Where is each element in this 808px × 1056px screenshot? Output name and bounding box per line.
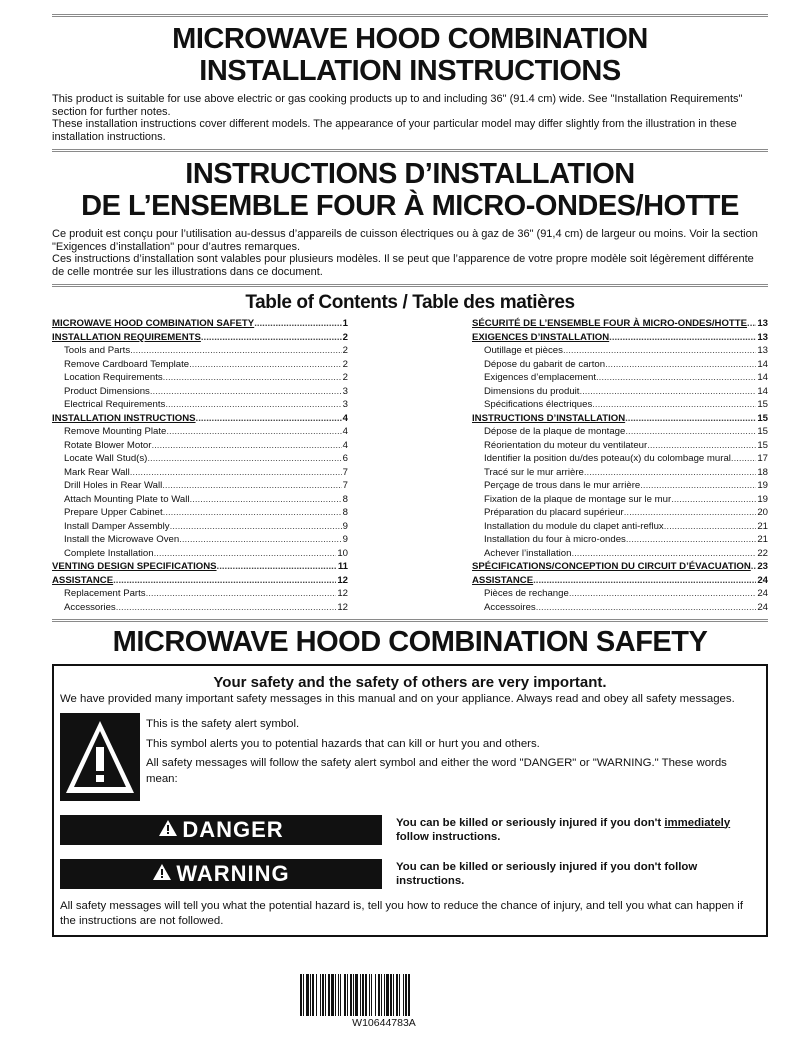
toc-leader-dots: [626, 533, 756, 547]
toc-leader-dots: [254, 317, 341, 331]
alert-lines: [146, 713, 736, 787]
toc-entry-page: 22: [757, 547, 768, 559]
toc-entry[interactable]: [52, 331, 348, 345]
safety-lead: We have provided many important safety messages in this manual and on your appliance. Always read and obey all safety messages.: [60, 693, 735, 705]
toc-entry-page: 13: [757, 318, 768, 329]
toc-entry-page: 4: [342, 426, 348, 437]
toc-leader-dots: [201, 331, 342, 345]
barcode-bar: [355, 974, 358, 1016]
toc-entry[interactable]: [472, 317, 768, 331]
toc-entry-page: 19: [757, 493, 768, 505]
toc-entry[interactable]: [472, 385, 768, 399]
barcode-bar: [306, 974, 309, 1016]
toc-leader-dots: [189, 358, 342, 372]
title-en-line1: MICROWAVE HOOD COMBINATION: [172, 23, 648, 55]
toc-entry-page: 15: [757, 426, 768, 437]
barcode-bar: [353, 974, 354, 1016]
toc-entry-title: Accessories: [64, 601, 116, 613]
barcode-bar: [340, 974, 341, 1016]
table-of-contents: [52, 317, 768, 614]
toc-entry[interactable]: [472, 506, 768, 520]
toc-entry-page: 15: [757, 412, 768, 424]
barcode: [298, 974, 470, 1032]
barcode-bar: [378, 974, 380, 1016]
toc-entry-title: Fixation de la plaque de montage sur le mur: [484, 493, 672, 505]
barcode-bar: [328, 974, 330, 1016]
toc-entry-title: Dimensions du produit: [484, 385, 580, 397]
toc-entry[interactable]: [52, 452, 348, 466]
danger-text-a: You can be killed or seriously injured if you don't: [396, 816, 665, 829]
toc-entry-title: Location Requirements: [64, 372, 163, 383]
toc-leader-dots: [130, 344, 342, 358]
toc-entry[interactable]: [472, 520, 768, 534]
barcode-bar: [347, 974, 348, 1016]
toc-entry[interactable]: [472, 425, 768, 439]
toc-column-fr: [472, 317, 768, 614]
toc-entry-title: Préparation du placard supérieur: [484, 507, 624, 518]
barcode-bar: [310, 974, 311, 1016]
toc-entry-title: Dépose de la plaque de montage: [484, 426, 626, 437]
danger-label: DANGER: [182, 817, 284, 842]
barcode-bar: [381, 974, 382, 1016]
toc-leader-dots: [609, 331, 756, 345]
toc-leader-dots: [150, 385, 342, 399]
toc-entry-title: Dépose du gabarit de carton: [484, 358, 606, 370]
toc-leader-dots: [113, 574, 336, 588]
toc-entry-title: Accessoires: [484, 601, 536, 613]
toc-entry-title: Pièces de rechange: [484, 588, 569, 599]
toc-entry[interactable]: [52, 560, 348, 574]
toc-entry[interactable]: [52, 587, 348, 601]
toc-leader-dots: [170, 520, 342, 534]
toc-column-en: [52, 317, 348, 614]
toc-entry-title: Tools and Parts: [64, 345, 131, 356]
toc-leader-dots: [625, 412, 756, 426]
toc-leader-dots: [747, 317, 756, 331]
safety-alert-icon: [60, 713, 140, 801]
intro-en-2: These installation instructions cover different models. The appearance of your particular model may differ slightly from the illustration in these installation instructions.: [52, 118, 737, 143]
toc-entry-page: 3: [342, 399, 348, 410]
part-number: W10644783A: [352, 1017, 416, 1029]
toc-entry[interactable]: [472, 547, 768, 561]
toc-entry-page: 17: [757, 453, 768, 464]
toc-leader-dots: [592, 398, 756, 412]
title-fr-line1: INSTRUCTIONS D’INSTALLATION: [185, 158, 635, 190]
alert-line: All safety messages will follow the safety alert symbol and either the word "DANGER" or "WARNING." These words mean:: [146, 757, 727, 785]
alert-line: This is the safety alert symbol.: [146, 718, 300, 730]
title-fr-line2: DE L’ENSEMBLE FOUR À MICRO-ONDES/HOTTE: [81, 190, 739, 222]
warning-signal: [60, 859, 382, 889]
toc-entry[interactable]: [52, 398, 348, 412]
toc-leader-dots: [579, 385, 756, 399]
toc-entry[interactable]: [52, 344, 348, 358]
toc-entry[interactable]: [52, 466, 348, 480]
warning-triangle-icon: [152, 861, 172, 887]
toc-entry-title: ASSISTANCE: [52, 574, 114, 586]
toc-entry-title: Outillage et pièces: [484, 345, 563, 356]
toc-entry-title: Install Damper Assembly: [64, 520, 170, 532]
toc-entry-page: 21: [757, 520, 768, 532]
barcode-bar: [399, 974, 400, 1016]
toc-leader-dots: [536, 601, 757, 615]
barcode-bar: [331, 974, 334, 1016]
toc-entry-title: Remove Mounting Plate: [64, 426, 167, 437]
toc-entry-page: 12: [337, 601, 348, 613]
toc-entry-page: 12: [337, 574, 348, 586]
toc-entry-title: INSTRUCTIONS D’INSTALLATION: [472, 412, 626, 424]
toc-leader-dots: [584, 466, 756, 480]
barcode-bar: [384, 974, 385, 1016]
toc-entry-title: Perçage de trous dans le mur arrière: [484, 480, 641, 491]
toc-leader-dots: [596, 371, 756, 385]
toc-entry-page: 24: [757, 574, 768, 586]
safety-heading: Your safety and the safety of others are very important.: [213, 674, 607, 691]
toc-entry-page: 13: [757, 331, 768, 343]
barcode-bar: [344, 974, 346, 1016]
toc-entry-page: 2: [342, 345, 348, 356]
toc-entry[interactable]: [52, 412, 348, 426]
toc-entry[interactable]: [472, 560, 768, 574]
toc-entry-title: Electrical Requirements: [64, 399, 166, 410]
toc-entry-title: Mark Rear Wall: [64, 466, 130, 478]
barcode-bar: [369, 974, 370, 1016]
toc-leader-dots: [647, 439, 756, 453]
toc-entry[interactable]: [472, 479, 768, 493]
danger-text: [396, 816, 730, 845]
toc-entry-page: 9: [342, 520, 348, 532]
toc-entry[interactable]: [52, 425, 348, 439]
toc-entry[interactable]: [472, 466, 768, 480]
toc-leader-dots: [165, 398, 341, 412]
toc-leader-dots: [147, 452, 341, 466]
toc-entry-title: ASSISTANCE: [472, 574, 534, 586]
toc-entry-title: Achever l’installation: [484, 547, 572, 559]
toc-entry-page: 13: [757, 345, 768, 356]
toc-entry-page: 1: [342, 318, 348, 329]
warning-row: [60, 859, 760, 889]
toc-leader-dots: [166, 425, 341, 439]
toc-entry[interactable]: [472, 574, 768, 588]
toc-leader-dots: [163, 506, 342, 520]
toc-entry[interactable]: [52, 493, 348, 507]
toc-leader-dots: [563, 344, 756, 358]
toc-entry[interactable]: [52, 385, 348, 399]
toc-entry[interactable]: [472, 331, 768, 345]
toc-entry-page: 15: [757, 439, 768, 451]
toc-entry-page: 2: [342, 331, 348, 343]
barcode-bar: [393, 974, 394, 1016]
toc-leader-dots: [640, 479, 756, 493]
toc-entry-title: Identifier la position du/des poteau(x) du colombage mural: [484, 453, 731, 464]
toc-entry[interactable]: [52, 371, 348, 385]
toc-leader-dots: [146, 587, 337, 601]
toc-entry-title: Drill Holes in Rear Wall: [64, 480, 163, 491]
toc-leader-dots: [163, 371, 342, 385]
safety-title: MICROWAVE HOOD COMBINATION SAFETY: [112, 626, 708, 658]
toc-entry-page: 12: [337, 588, 348, 599]
toc-entry-page: 4: [342, 412, 348, 424]
toc-entry[interactable]: [52, 547, 348, 561]
toc-entry-page: 14: [757, 385, 768, 397]
toc-entry-page: 8: [342, 507, 348, 518]
danger-signal: [60, 815, 382, 845]
toc-entry-page: 14: [757, 372, 768, 383]
toc-leader-dots: [533, 574, 756, 588]
toc-leader-dots: [624, 506, 757, 520]
toc-entry[interactable]: [472, 344, 768, 358]
toc-entry[interactable]: [52, 439, 348, 453]
toc-entry[interactable]: [472, 371, 768, 385]
toc-leader-dots: [625, 425, 756, 439]
barcode-bar: [362, 974, 364, 1016]
toc-entry-page: 7: [342, 480, 348, 491]
barcode-bar: [316, 974, 317, 1016]
toc-entry-title: Rotate Blower Motor: [64, 439, 152, 451]
warning-label: WARNING: [176, 861, 290, 886]
danger-row: [60, 815, 760, 845]
toc-entry-page: 24: [757, 588, 768, 599]
toc-entry[interactable]: [52, 506, 348, 520]
warning-text: You can be killed or seriously injured if you don't follow instructions.: [396, 860, 698, 887]
toc-leader-dots: [196, 412, 342, 426]
danger-text-underlined: immediately: [664, 816, 731, 829]
toc-entry-page: 15: [757, 399, 768, 410]
toc-entry-page: 14: [757, 358, 768, 370]
toc-entry-page: 3: [342, 385, 348, 397]
title-en-line2: INSTALLATION INSTRUCTIONS: [199, 55, 621, 87]
barcode-bar: [322, 974, 324, 1016]
toc-entry-title: SÉCURITÉ DE L’ENSEMBLE FOUR À MICRO-ONDES/HOTTE: [472, 318, 748, 329]
toc-entry-title: MICROWAVE HOOD COMBINATION SAFETY: [52, 318, 255, 329]
toc-entry[interactable]: [52, 358, 348, 372]
toc-entry-title: Attach Mounting Plate to Wall: [64, 493, 190, 505]
toc-entry-title: INSTALLATION INSTRUCTIONS: [52, 412, 196, 424]
intro-fr-1: Ce produit est conçu pour l’utilisation au-dessus d’appareils de cuisson électriques ou à gaz de 36" (91,4 cm) de largeur ou moins. Voir la section "Exigences d’installation" pour d’autres remarques.: [52, 228, 758, 253]
toc-leader-dots: [116, 601, 337, 615]
toc-entry[interactable]: [472, 412, 768, 426]
toc-entry-page: 9: [342, 534, 348, 545]
alert-section: [60, 713, 760, 805]
toc-entry-title: INSTALLATION REQUIREMENTS: [52, 331, 201, 343]
toc-entry-title: Réorientation du moteur du ventilateur: [484, 439, 648, 451]
toc-title: Table of Contents / Table des matières: [245, 292, 575, 313]
toc-entry[interactable]: [52, 317, 348, 331]
toc-leader-dots: [605, 358, 756, 372]
barcode-bar: [300, 974, 302, 1016]
toc-entry[interactable]: [472, 601, 768, 615]
toc-entry-title: Exigences d’emplacement: [484, 372, 596, 383]
toc-entry-title: Spécifications électriques: [484, 399, 593, 410]
toc-entry-page: 24: [757, 601, 768, 613]
toc-entry[interactable]: [52, 574, 348, 588]
toc-entry-page: 19: [757, 480, 768, 491]
barcode-bar: [408, 974, 410, 1016]
toc-entry[interactable]: [472, 398, 768, 412]
barcode-bar: [303, 974, 304, 1016]
toc-entry-title: EXIGENCES D’INSTALLATION: [472, 331, 610, 343]
document-page: [52, 14, 768, 937]
toc-entry[interactable]: [472, 533, 768, 547]
toc-leader-dots: [571, 547, 756, 561]
toc-entry-page: 11: [337, 561, 348, 572]
toc-entry-page: 23: [757, 561, 768, 572]
toc-entry-page: 8: [342, 493, 348, 505]
danger-text-b: follow instructions.: [396, 831, 501, 843]
toc-entry[interactable]: [472, 587, 768, 601]
safety-box: [52, 664, 768, 937]
barcode-bar: [312, 974, 314, 1016]
toc-entry-page: 2: [342, 372, 348, 383]
toc-entry-title: Locate Wall Stud(s): [64, 453, 148, 464]
toc-entry-title: Install the Microwave Oven: [64, 534, 180, 545]
alert-line: This symbol alerts you to potential hazards that can kill or hurt you and others.: [146, 737, 540, 750]
toc-leader-dots: [179, 533, 341, 547]
toc-entry[interactable]: [472, 452, 768, 466]
intro-fr-2: Ces instructions d’installation sont valables pour plusieurs modèles. Il se peut que l’apparence de votre propre modèle soit légèrement différente de celle montrée sur les illustrations dans ce document.: [52, 253, 754, 278]
toc-entry[interactable]: [52, 520, 348, 534]
toc-entry-title: Installation du module du clapet anti-reflux: [484, 520, 664, 532]
toc-entry-title: Replacement Parts: [64, 588, 146, 599]
barcode-bar: [403, 974, 404, 1016]
barcode-bar: [335, 974, 336, 1016]
toc-entry-title: Installation du four à micro-ondes: [484, 534, 626, 545]
toc-entry-title: SPÉCIFICATIONS/CONCEPTION DU CIRCUIT D’ÉVACUATION: [472, 561, 751, 572]
toc-entry[interactable]: [52, 479, 348, 493]
warning-triangle-icon: [158, 817, 178, 843]
toc-entry-page: 2: [342, 358, 348, 370]
toc-entry-page: 10: [337, 547, 348, 559]
toc-entry-title: VENTING DESIGN SPECIFICATIONS: [52, 561, 217, 572]
toc-entry[interactable]: [472, 493, 768, 507]
toc-entry[interactable]: [472, 358, 768, 372]
barcode-bar: [375, 974, 376, 1016]
barcode-bar: [386, 974, 389, 1016]
barcode-bar: [350, 974, 352, 1016]
toc-entry-title: Product Dimensions: [64, 385, 150, 397]
barcode-bar: [405, 974, 407, 1016]
barcode-bar: [371, 974, 372, 1016]
toc-entry[interactable]: [52, 533, 348, 547]
barcode-bar: [360, 974, 361, 1016]
toc-leader-dots: [151, 439, 341, 453]
toc-leader-dots: [162, 479, 341, 493]
toc-entry-title: Prepare Upper Cabinet: [64, 507, 163, 518]
toc-leader-dots: [664, 520, 757, 534]
toc-entry-page: 7: [342, 466, 348, 478]
toc-entry[interactable]: [52, 601, 348, 615]
safety-closing: All safety messages will tell you what the potential hazard is, tell you how to reduce the chance of injury, and tell you what can happen if the instructions are not followed.: [60, 900, 743, 927]
toc-entry-page: 20: [757, 507, 768, 518]
toc-entry-page: 18: [757, 466, 768, 478]
toc-entry-page: 6: [342, 453, 348, 464]
toc-leader-dots: [217, 560, 337, 574]
barcode-bar: [325, 974, 326, 1016]
barcode-bar: [320, 974, 321, 1016]
barcode-bars: [298, 974, 470, 1016]
toc-leader-dots: [671, 493, 756, 507]
toc-entry-title: Complete Installation: [64, 547, 154, 559]
barcode-bar: [338, 974, 339, 1016]
barcode-bar: [390, 974, 392, 1016]
toc-leader-dots: [154, 547, 337, 561]
toc-leader-dots: [731, 452, 756, 466]
barcode-bar: [365, 974, 367, 1016]
toc-leader-dots: [190, 493, 342, 507]
intro-en-1: This product is suitable for use above electric or gas cooking products up to and including 36" (91.4 cm) wide. See "Installation Requirements" section for further notes.: [52, 93, 743, 118]
toc-entry-title: Tracé sur le mur arrière: [484, 466, 584, 478]
toc-entry[interactable]: [472, 439, 768, 453]
toc-leader-dots: [569, 587, 757, 601]
toc-entry-page: 4: [342, 439, 348, 451]
toc-entry-title: Remove Cardboard Template: [64, 358, 190, 370]
barcode-bar: [396, 974, 398, 1016]
toc-entry-page: 21: [757, 534, 768, 545]
toc-leader-dots: [130, 466, 342, 480]
